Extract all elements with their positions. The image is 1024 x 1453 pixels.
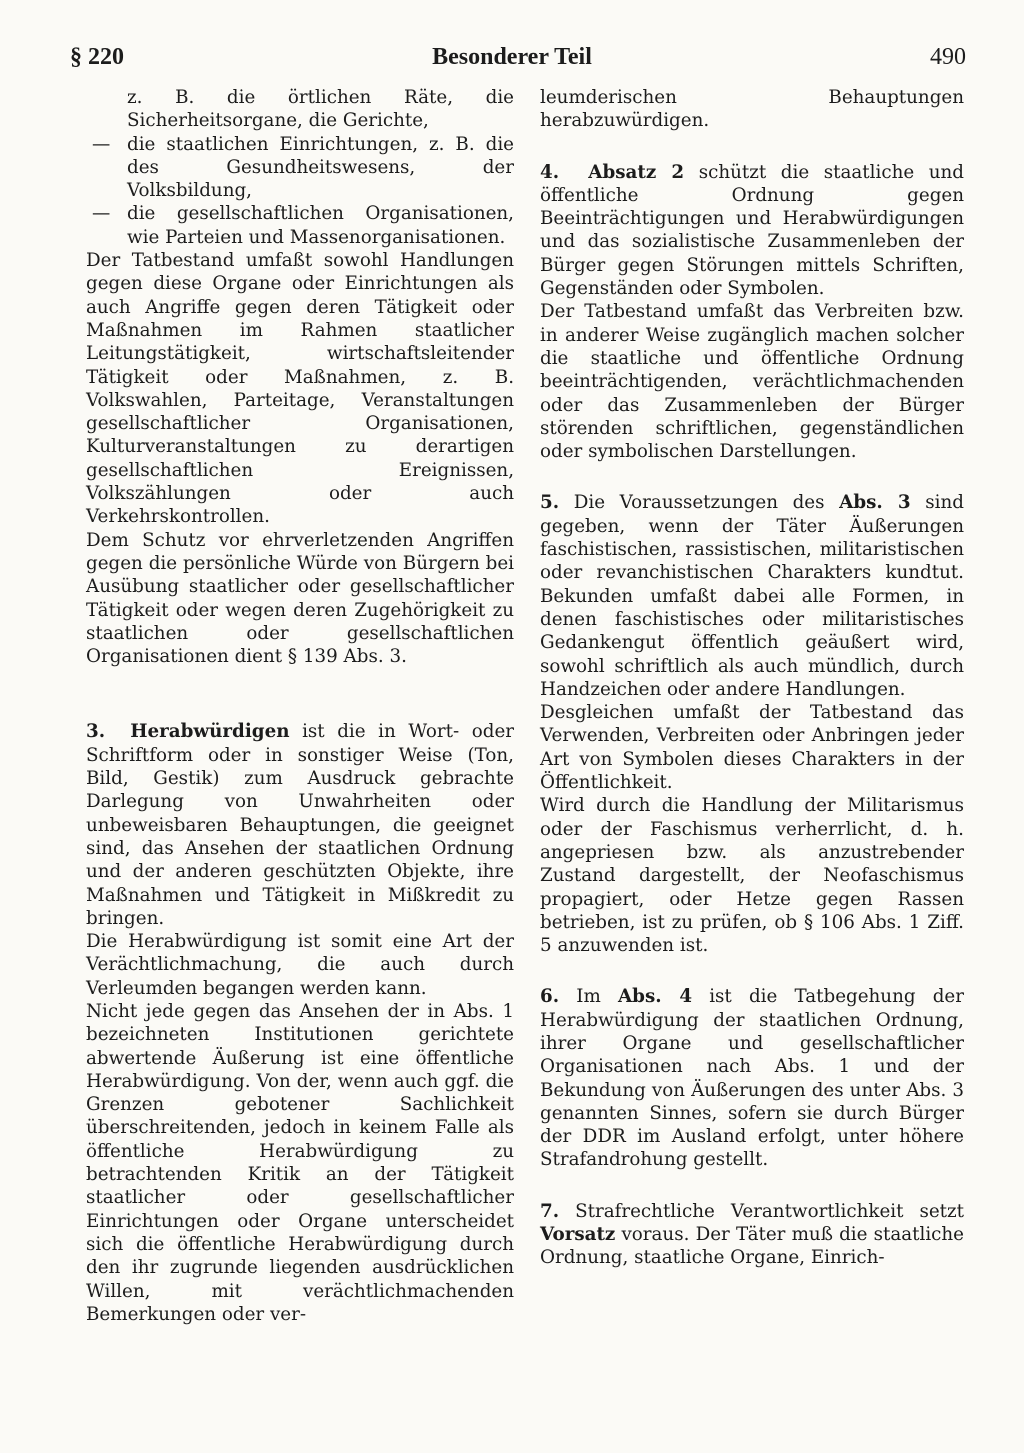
paragraph-herabwuerdigung: Die Herabwürdigung ist somit eine Art der Verächtlichmachung, die auch durch Verleumden begangen werden kann.: [86, 931, 514, 999]
note-number: 3.: [86, 721, 106, 743]
note-4: [540, 161, 964, 301]
note-7: [540, 1200, 964, 1270]
paragraph-militarismus: Wird durch die Handlung der Militarismus oder der Faschismus verherrlicht, d. h. angepriesen bzw. als anzustrebender Zustand dargestellt, der Neofaschismus propagiert, oder Hetze gegen Rassen betrieben, ist zu prüfen, ob § 106 Abs. 1 Ziff. 5 anzuwenden ist.: [540, 795, 964, 957]
note-6: [540, 985, 964, 1171]
note-text: voraus. Der Täter muß die staatliche Ordnung, staatliche Organe, Einrich-: [540, 1224, 964, 1269]
note-number: 7.: [540, 1200, 560, 1222]
list-item-social-organisations: — die gesellschaftlichen Organisationen, wie Parteien und Massenorganisationen.: [86, 202, 514, 249]
note-keyword: Abs. 4: [617, 986, 693, 1008]
right-column: [540, 86, 964, 1270]
note-text: Die Voraussetzungen des: [559, 492, 840, 514]
part-title: Besonderer Teil: [432, 44, 592, 70]
paragraph-nicht-jede: Nicht jede gegen das Ansehen der in Abs. 1 bezeichneten Institutionen gerichtete abwertende Äußerung ist eine öffentliche Herabwürdigung. Von der, wenn auch ggf. die Grenzen gebotener Sachlichkeit überschreitenden, jedoch in keinem Falle als öffentliche Herabwürdigung zu betrachtenden Kritik an der Tätigkeit staatlicher oder gesellschaftlicher Einrichtungen oder Organe unterscheidet sich die öffentliche Herabwürdigung durch den ihr zugrunde liegenden ausdrücklichen Willen, mit verächtlichmachenden Bemerkungen oder ver-: [86, 1000, 514, 1325]
paragraph-desgleichen: Desgleichen umfaßt der Tatbestand das Verwenden, Verbreiten oder Anbringen jeder Art von Symbolen dieses Charakters in der Öffentlichkeit.: [540, 702, 964, 794]
note-number: 5.: [540, 492, 560, 514]
paragraph-schutz: Dem Schutz vor ehrverletzenden Angriffen gegen die persönliche Würde von Bürgern bei Ausübung staatlicher oder gesellschaftlicher Tätigkeit oder wegen deren Zugehörigkeit zu staatlichen oder gesellschaftlichen Organisationen dient § 139 Abs. 3.: [86, 529, 514, 668]
note-text: ist die in Wort- oder Schriftform oder in sonstiger Weise (Ton, Bild, Gestik) zum Ausdruck gebrachte Darlegung von Unwahrheiten oder unbeweisbaren Behauptungen, die geeignet sind, das Ansehen der staatlichen Ordnung und der anderen geschützten Objekte, ihre Maßnahmen und Tätigkeit in Mißkredit zu bringen.: [86, 721, 514, 929]
note-5: [540, 491, 964, 701]
note-text: ist die Tatbegehung der Herabwürdigung der staatlichen Ordnung, ihrer Organe und gesellschaftlicher Organisationen nach Abs. 1 und der Bekundung von Äußerungen des unter Abs. 3 genannten Sinnes, sofern sie durch Bürger der DDR im Ausland erfolgt, unter höhere Strafandrohung gestellt.: [540, 986, 964, 1171]
note-3: [86, 720, 514, 930]
note-text: Strafrechtliche Verantwortlichkeit setzt: [559, 1200, 964, 1222]
page-number: 490: [930, 44, 966, 70]
note-text: schützt die staatliche und öffentliche Ordnung gegen Beeinträchtigungen und Herabwürdigungen und das sozialistische Zusammenleben der Bürger gegen Störungen mittels Schriften, Gegenständen oder Symbolen.: [540, 161, 965, 300]
section-mark: § 220: [70, 44, 124, 70]
paragraph-continued: leumderischen Behauptungen herabzuwürdigen.: [540, 87, 964, 132]
note-text: Im: [559, 986, 618, 1008]
note-keyword: Herabwürdigen: [130, 721, 290, 743]
note-number: 6.: [540, 986, 560, 1008]
note-number: 4.: [540, 161, 560, 183]
note-text: sind gegeben, wenn der Täter Äußerungen faschistischen, rassistischen, militaristischen oder revanchistischen Charakters kundtut. Bekunden umfaßt dabei alle Formen, in denen faschistisches oder militaristisches Gedankengut öffentlich geäußert wird, sowohl schriftlich als auch mündlich, durch Handzeichen oder andere Handlungen.: [540, 492, 964, 700]
note-keyword: Vorsatz: [540, 1224, 616, 1246]
note-keyword: Absatz 2: [588, 161, 685, 183]
list-item-state-institutions: — die staatlichen Einrichtungen, z. B. die des Gesundheitswesens, der Volksbildung,: [86, 133, 514, 203]
paragraph-tatbestand: Der Tatbestand umfaßt sowohl Handlungen gegen diese Organe oder Einrichtungen als auch Angriffe gegen deren Tätigkeit oder Maßnahmen im Rahmen staatlicher Leitungstätigkeit, wirtschaftsleitender Tätigkeit oder Maßnahmen, z. B. Volkswahlen, Parteitage, Veranstaltungen gesellschaftlicher Organisationen, Kulturveranstaltungen zu derartigen gesellschaftlichen Ereignissen, Volkszählungen oder auch Verkehrskontrollen.: [86, 250, 514, 528]
continued-list-item: z. B. die örtlichen Räte, die Sicherheitsorgane, die Gerichte,: [127, 87, 514, 132]
note-keyword: Abs. 3: [839, 492, 911, 514]
left-column: [86, 86, 514, 1326]
running-head: [0, 44, 1024, 76]
paragraph-tatbestand-verbreiten: Der Tatbestand umfaßt das Verbreiten bzw. in anderer Weise zugänglich machen solcher die staatliche und öffentliche Ordnung beeinträchtigenden, verächtlichmachenden oder das Zusammenleben der Bürger störenden schriftlichen, gegenständlichen oder symbolischen Darstellungen.: [540, 301, 964, 463]
